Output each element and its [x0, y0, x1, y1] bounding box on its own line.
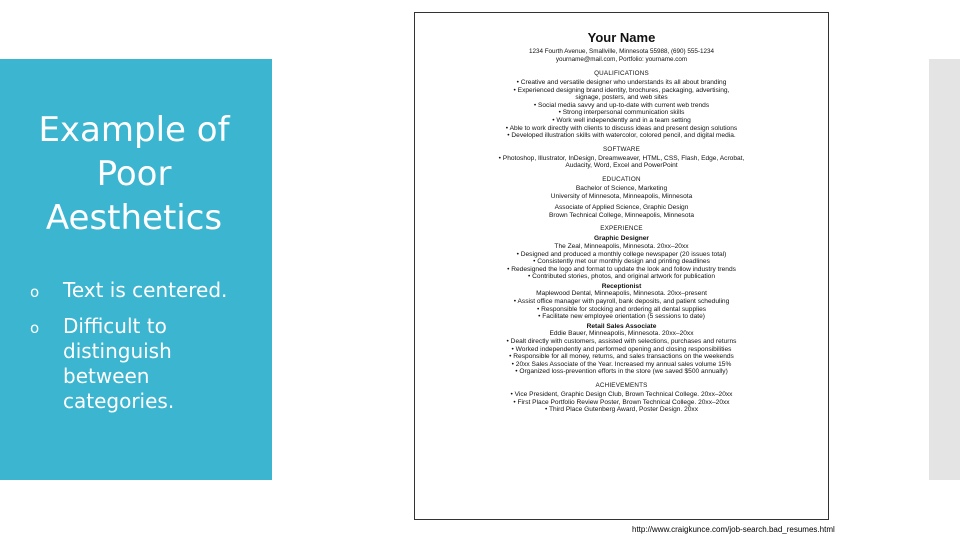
resume-line: • Social media savvy and up-to-date with current web trends: [533, 101, 710, 109]
resume-line: Brown Technical College, Minneapolis, Minnesota: [548, 211, 695, 219]
bullet-marker: o: [30, 283, 40, 301]
job-title: Retail Sales Associate: [586, 322, 657, 330]
slide-title-line: Aesthetics: [45, 198, 223, 238]
resume-line: • Assist office manager with payroll, bank deposits, and patient scheduling: [513, 298, 730, 306]
bullet-marker: o: [30, 319, 40, 337]
section-heading: SOFTWARE: [602, 145, 641, 153]
resume-line: • Organized loss-prevention efforts in the store (we saved $500 annually): [515, 368, 728, 376]
resume-line: • Experienced designing brand identity, brochures, packaging, advertising,: [513, 86, 730, 94]
education-entry: [415, 204, 828, 219]
resume-line: University of Minnesota, Minneapolis, Minnesota: [550, 192, 693, 200]
resume-line: Associate of Applied Science, Graphic Design: [554, 204, 689, 212]
resume-line: • 20xx Sales Associate of the Year. Increased my annual sales volume 15%: [511, 360, 732, 368]
resume-line: • Able to work directly with clients to discuss ideas and present design solutions: [505, 124, 738, 132]
section-heading: QUALIFICATIONS: [594, 70, 649, 77]
source-credit: http://www.craigkunce.com/job-search.bad_resumes.html: [632, 525, 835, 534]
section-heading: ACHIEVEMENTS: [595, 382, 648, 389]
slide-title: [0, 108, 268, 240]
bullet-item: [30, 314, 262, 414]
resume-line: The Zeal, Minneapolis, Minnesota. 20xx–20xx: [554, 242, 689, 250]
resume-name: Your Name: [587, 30, 656, 45]
job-title: Receptionist: [601, 282, 642, 290]
resume-line: • Work well independently and in a team setting: [552, 116, 691, 124]
bullet-text: Difficult to distinguish between categories.: [63, 314, 175, 413]
bullet-text: Text is centered.: [63, 278, 228, 302]
education-section: [415, 176, 828, 219]
bullet-item: [30, 278, 262, 303]
resume-contact-line: 1234 Fourth Avenue, Smallville, Minnesota 55988, (690) 555-1234: [528, 48, 715, 55]
resume-line: • Worked independently and performed opening and closing responsibilities: [511, 345, 732, 353]
resume-line: • Responsible for all money, returns, and sales transactions on the weekends: [509, 353, 734, 361]
software-section: [415, 146, 828, 170]
resume-line: • First Place Portfolio Review Poster, Brown Technical College. 20xx–20xx: [513, 398, 730, 406]
resume-line: • Contributed stories, photos, and original artwork for publication: [527, 273, 716, 281]
resume-line: • Redesigned the logo and format to update the look and follow industry trends: [507, 265, 736, 273]
resume-line: • Dealt directly with customers, assisted with selections, purchases and returns: [506, 338, 737, 346]
slide-title-line: Poor: [96, 154, 172, 194]
resume-line: • Designed and produced a monthly college newspaper (20 issues total): [516, 250, 727, 258]
qualifications-section: [415, 70, 828, 140]
bullet-list: [30, 278, 262, 425]
achievements-section: [415, 382, 828, 414]
section-heading: EXPERIENCE: [600, 225, 643, 233]
slide-title-line: Example of: [38, 110, 230, 150]
scrollbar[interactable]: [929, 59, 960, 480]
experience-section: [415, 225, 828, 376]
job-title: Graphic Designer: [594, 235, 649, 243]
resume-line: Audacity, Word, Excel and PowerPoint: [565, 162, 678, 170]
resume-line: • Responsible for stocking and ordering all dental supplies: [536, 305, 707, 313]
resume-line: Maplewood Dental, Minneapolis, Minnesota. 20xx–present: [536, 290, 707, 298]
resume-line: • Photoshop, Illustrator, InDesign, Dreamweaver, HTML, CSS, Flash, Edge, Acrobat,: [498, 154, 745, 162]
resume-line: signage, posters, and web sites: [575, 94, 668, 102]
section-heading: EDUCATION: [602, 175, 641, 183]
resume-line: • Facilitate new employee orientation (5 sessions to date): [538, 313, 705, 321]
resume-contact-line: yourname@mail.com, Portfolio: yourname.com: [555, 56, 688, 63]
resume-line: Eddie Bauer, Minneapolis, Minnesota. 20xx–20xx: [549, 330, 694, 338]
resume-line: • Creative and versatile designer who understands its all about branding: [516, 79, 727, 86]
resume-line: Bachelor of Science, Marketing: [575, 184, 668, 192]
resume-image: [414, 12, 829, 520]
resume-line: • Vice President, Graphic Design Club, Brown Technical College. 20xx–20xx: [510, 391, 733, 398]
resume-line: • Strong interpersonal communication skills: [558, 109, 685, 117]
resume-line: • Third Place Gutenberg Award, Poster Design. 20xx: [544, 406, 699, 414]
resume-contact: [415, 48, 828, 64]
resume-line: • Developed illustration skills with watercolor, colored pencil, and digital media.: [507, 132, 736, 140]
resume-line: • Consistently met our monthly design and printing deadlines: [533, 258, 710, 266]
